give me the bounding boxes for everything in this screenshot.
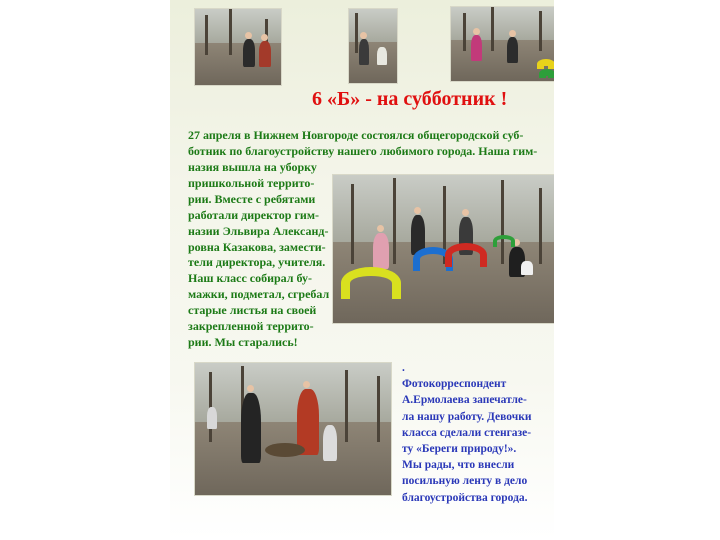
body-paragraph-narrow <box>188 160 336 351</box>
text-line: старые листья на своей <box>188 303 317 318</box>
photo-boys-sweeping-leaves <box>194 362 392 496</box>
caption-line: класса сделали стенгазе- <box>402 426 532 439</box>
photo-schoolyard-cleanup-tires <box>332 174 554 324</box>
text-line: пришкольной террито- <box>188 175 315 190</box>
photo-girls-near-tires <box>450 6 554 82</box>
text-line: мажки, подметал, сгребал <box>188 287 330 302</box>
caption-line: ту «Береги природу!». <box>402 443 517 456</box>
caption-line: ла нашу работу. Девочки <box>402 410 532 423</box>
page-title: 6 «Б» - на субботник ! <box>312 88 508 110</box>
text-line: назии Эльвира Александ- <box>188 223 329 238</box>
caption-line: А.Ермолаева запечатле- <box>402 394 527 407</box>
text-line: рии. Мы старались! <box>188 334 298 349</box>
caption-dot: . <box>402 362 405 374</box>
caption-line: благоустройства города. <box>402 491 528 504</box>
caption-line: Фотокорреспондент <box>402 378 507 391</box>
photo-caption <box>402 360 554 506</box>
caption-line: Мы рады, что внесли <box>402 459 515 472</box>
text-line: тели директора, учителя. <box>188 255 326 270</box>
text-line: ровна Казакова, замести- <box>188 239 326 254</box>
photo-students-with-bags <box>348 8 398 84</box>
text-line: Наш класс собирал бу- <box>188 271 313 286</box>
text-line: ботник по благоустройству нашего любимого города. Наша гим- <box>188 143 538 158</box>
newsletter-page <box>170 0 554 540</box>
text-line: 27 апреля в Нижнем Новгороде состоялся общегородской суб- <box>188 128 524 142</box>
caption-line: посильную ленту в дело <box>402 475 528 488</box>
text-line: работали директор гим- <box>188 207 319 222</box>
body-paragraph-top <box>188 128 554 160</box>
photo-students-sweeping-street <box>194 8 282 86</box>
text-line: закрепленной террито- <box>188 319 314 334</box>
text-line: рии. Вместе с ребятами <box>188 191 316 206</box>
text-line: назия вышла на уборку <box>188 160 317 174</box>
